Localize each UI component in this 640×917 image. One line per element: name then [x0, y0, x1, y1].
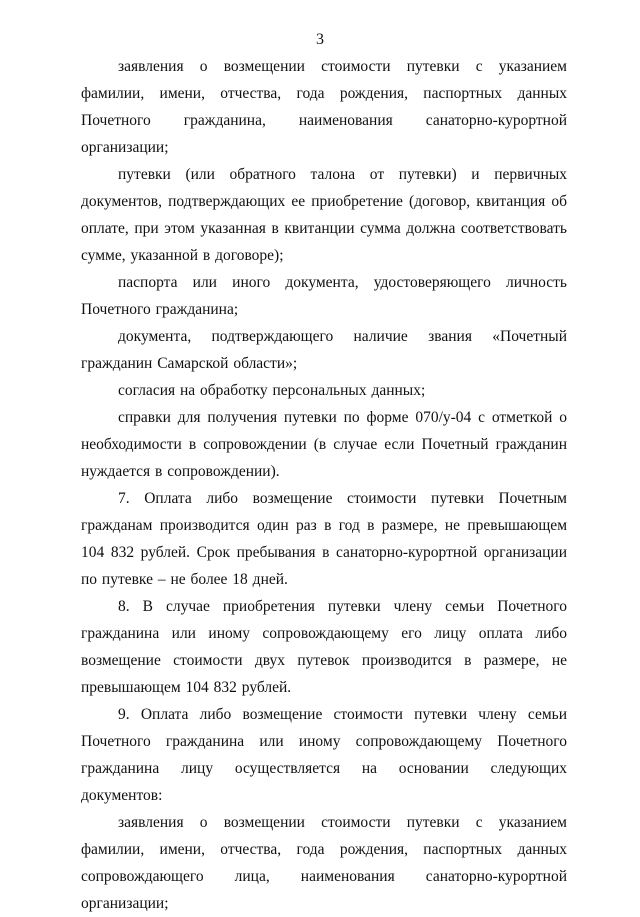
paragraph-application-companion: заявления о возмещении стоимости путевки с указанием фамилии, имени, отчества, года рождения, паспортных данных сопровождающего лица, наименования санаторно-курортной организации;: [81, 814, 567, 912]
paragraph-item-7: 7. Оплата либо возмещение стоимости путевки Почетным гражданам производится один раз в год в размере, не превышающем 104 832 рублей. Срок пребывания в санаторно-курортной организации по путевке – не более 18 дней.: [81, 490, 567, 588]
paragraph-voucher-documents: путевки (или обратного талона от путевки) и первичных документов, подтверждающих ее приобретение (договор, квитанция об оплате, при этом указанная в квитанции сумма должна соответствовать сумме, указанной в договоре);: [81, 166, 567, 264]
paragraph-application-honorary-citizen: заявления о возмещении стоимости путевки с указанием фамилии, имени, отчества, года рождения, паспортных данных Почетного гражданина, наименования санаторно-курортной организации;: [81, 58, 567, 156]
page-number: 3: [316, 31, 324, 48]
paragraph-item-9: 9. Оплата либо возмещение стоимости путевки члену семьи Почетного гражданина или иному сопровождающему Почетного гражданина лицу осуществляется на основании следующих документов:: [81, 706, 567, 804]
paragraph-medical-certificate: справки для получения путевки по форме 070/у-04 с отметкой о необходимости в сопровождении (в случае если Почетный гражданин нуждается в сопровождении).: [81, 409, 567, 480]
paragraph-item-8: 8. В случае приобретения путевки члену семьи Почетного гражданина или иному сопровождающему его лицу оплата либо возмещение стоимости двух путевок производится в размере, не превышающем 104 832 рублей.: [81, 598, 567, 696]
document-body: [81, 53, 567, 917]
paragraph-passport: паспорта или иного документа, удостоверяющего личность Почетного гражданина;: [81, 274, 567, 318]
paragraph-personal-data-consent: согласия на обработку персональных данных;: [118, 382, 426, 399]
paragraph-title-document: документа, подтверждающего наличие звания «Почетный гражданин Самарской области»;: [81, 328, 567, 372]
